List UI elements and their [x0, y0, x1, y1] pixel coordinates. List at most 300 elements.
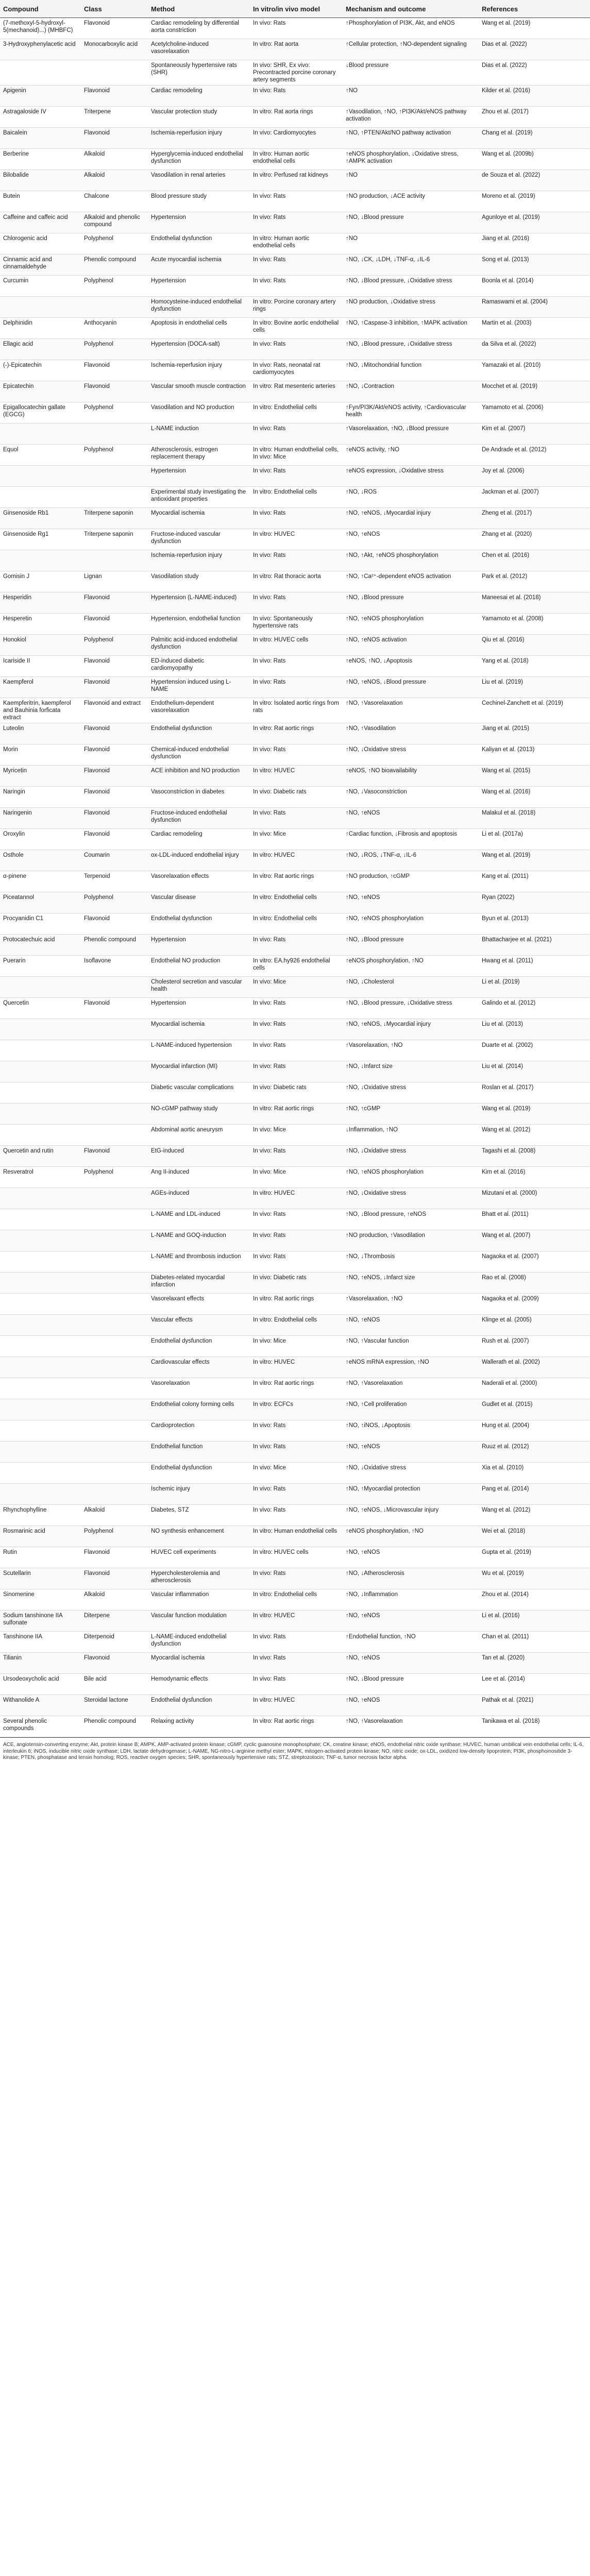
cell-compound — [0, 1294, 81, 1315]
cell-class: Alkaloid — [81, 1589, 148, 1611]
cell-model: In vitro: Isolated aortic rings from rats — [250, 698, 343, 723]
cell-method: Endothelial dysfunction — [148, 723, 250, 744]
cell-mechanism: ↑Fyn/PI3K/Akt/eNOS activity, ↑Cardiovascular health — [343, 402, 479, 423]
cell-class: Polyphenol — [81, 635, 148, 656]
table-row — [0, 808, 590, 829]
cell-mechanism: ↑NO, ↑eNOS, ↓Infarct size — [343, 1273, 479, 1294]
table-row — [0, 998, 590, 1019]
cell-method: Hypertension — [148, 276, 250, 297]
cell-method: Homocysteine-induced endothelial dysfunction — [148, 297, 250, 318]
cell-reference: Xia et al. (2010) — [479, 1463, 590, 1484]
cell-compound: Kaempferitrin, kaempferol and Bauhinia forficata extract — [0, 698, 81, 723]
cell-reference: Tagashi et al. (2008) — [479, 1146, 590, 1167]
cell-method: L-NAME-induced endothelial dysfunction — [148, 1632, 250, 1653]
cell-model: In vitro: Endothelial cells — [250, 487, 343, 508]
cell-model: In vitro: Rat aorta — [250, 39, 343, 60]
cell-compound — [0, 1442, 81, 1463]
cell-class — [81, 297, 148, 318]
table-row — [0, 18, 590, 39]
cell-mechanism: ↑NO, ↓Oxidative stress — [343, 1146, 479, 1167]
cell-method: ox-LDL-induced endothelial injury — [148, 850, 250, 871]
cell-reference: Naderali et al. (2000) — [479, 1378, 590, 1399]
cell-method: Palmitic acid-induced endothelial dysfunction — [148, 635, 250, 656]
cell-compound — [0, 487, 81, 508]
table-row — [0, 1378, 590, 1399]
cell-reference: Qiu et al. (2016) — [479, 635, 590, 656]
cell-model: In vivo: Mice — [250, 1167, 343, 1188]
cell-model: In vivo: Diabetic rats — [250, 787, 343, 808]
cell-class: Terpenoid — [81, 871, 148, 892]
cell-model: In vitro: HUVEC — [250, 1695, 343, 1716]
cell-class — [81, 1188, 148, 1209]
cell-mechanism: ↑NO, ↑eNOS — [343, 1547, 479, 1568]
cell-class: Flavonoid — [81, 744, 148, 766]
table-row — [0, 1061, 590, 1082]
cell-model: In vitro: Rat aortic rings — [250, 1716, 343, 1737]
table-row — [0, 723, 590, 744]
cell-compound — [0, 1019, 81, 1040]
header-references: References — [479, 0, 590, 18]
cell-mechanism: ↑NO, ↓Blood pressure — [343, 212, 479, 233]
table-row — [0, 1716, 590, 1737]
cell-reference: Jackman et al. (2007) — [479, 487, 590, 508]
table-row — [0, 1040, 590, 1061]
cell-class — [81, 1019, 148, 1040]
cell-reference: Rao et al. (2008) — [479, 1273, 590, 1294]
cell-compound: Hesperidin — [0, 592, 81, 614]
cell-method: Hypertension induced using L-NAME — [148, 677, 250, 698]
cell-method: Endothelial dysfunction — [148, 1463, 250, 1484]
table-row — [0, 402, 590, 423]
header-class: Class — [81, 0, 148, 18]
table-row — [0, 871, 590, 892]
cell-class — [81, 1442, 148, 1463]
table-body — [0, 18, 590, 1737]
cell-method: Cardiac remodeling — [148, 829, 250, 850]
cell-method: AGEs-induced — [148, 1188, 250, 1209]
cell-mechanism: ↑NO, ↓Blood pressure — [343, 592, 479, 614]
cell-class: Flavonoid and extract — [81, 698, 148, 723]
cell-reference: Ramaswami et al. (2004) — [479, 297, 590, 318]
cell-method: HUVEC cell experiments — [148, 1547, 250, 1568]
table-row — [0, 423, 590, 445]
cell-mechanism: ↑eNOS phosphorylation, ↓Oxidative stress, ↑AMPK activation — [343, 149, 479, 170]
cell-reference: Kang et al. (2011) — [479, 871, 590, 892]
cell-method: Diabetes, STZ — [148, 1505, 250, 1526]
table-row — [0, 255, 590, 276]
cell-mechanism: ↑NO, ↑eNOS phosphorylation — [343, 1167, 479, 1188]
cell-class: Phenolic compound — [81, 1716, 148, 1737]
cell-compound: Naringin — [0, 787, 81, 808]
cell-model: In vitro: HUVEC — [250, 766, 343, 787]
cell-compound — [0, 60, 81, 86]
cell-model: In vitro: Endothelial cells — [250, 913, 343, 935]
table-row — [0, 149, 590, 170]
cell-reference: Chen et al. (2016) — [479, 550, 590, 571]
cell-model: In vivo: Rats — [250, 255, 343, 276]
cell-model: In vitro: Rat mesenteric arteries — [250, 381, 343, 402]
table-row — [0, 956, 590, 977]
cell-model: In vitro: Rat aorta rings — [250, 107, 343, 128]
cell-class — [81, 487, 148, 508]
cell-compound: Osthole — [0, 850, 81, 871]
table-row — [0, 744, 590, 766]
cell-mechanism: ↑NO, ↓Cholesterol — [343, 977, 479, 998]
cell-compound: Epigallocatechin gallate (EGCG) — [0, 402, 81, 423]
cell-compound — [0, 1040, 81, 1061]
cell-mechanism: ↑NO — [343, 233, 479, 255]
table-row — [0, 850, 590, 871]
cell-mechanism: ↑NO, ↑Akt, ↑eNOS phosphorylation — [343, 550, 479, 571]
cell-mechanism: ↑NO, ↑eNOS — [343, 892, 479, 913]
cell-model: In vivo: Rats — [250, 1505, 343, 1526]
cell-mechanism: ↑Cardiac function, ↓Fibrosis and apoptosis — [343, 829, 479, 850]
cell-compound: Puerarin — [0, 956, 81, 977]
cell-compound: Icariside II — [0, 656, 81, 677]
cell-mechanism: ↑NO, ↑eNOS, ↓Blood pressure — [343, 677, 479, 698]
cell-class: Alkaloid — [81, 1505, 148, 1526]
cell-model: In vitro: HUVEC — [250, 850, 343, 871]
header-compound: Compound — [0, 0, 81, 18]
cell-method: Ischemia-reperfusion injury — [148, 550, 250, 571]
cell-model: In vitro: Human endothelial cells — [250, 1526, 343, 1547]
table-row — [0, 892, 590, 913]
cell-class: Phenolic compound — [81, 935, 148, 956]
cell-model: In vitro: Rat aortic rings — [250, 871, 343, 892]
cell-model: In vitro: HUVEC — [250, 1357, 343, 1378]
cell-class — [81, 1294, 148, 1315]
cell-reference: Chang et al. (2019) — [479, 128, 590, 149]
cell-model: In vivo: Rats — [250, 656, 343, 677]
cell-mechanism: ↑Vasorelaxation, ↑NO — [343, 1040, 479, 1061]
cell-reference: Yang et al. (2018) — [479, 656, 590, 677]
cell-reference: Wu et al. (2019) — [479, 1568, 590, 1589]
cell-mechanism: ↑NO, ↑eNOS phosphorylation — [343, 614, 479, 635]
cell-model: In vivo: Rats — [250, 466, 343, 487]
cell-reference: Song et al. (2013) — [479, 255, 590, 276]
cell-model: In vivo: Rats — [250, 550, 343, 571]
cell-model: In vivo: Rats — [250, 1484, 343, 1505]
cell-model: In vivo: Mice — [250, 1125, 343, 1146]
cell-method: Vasodilation and NO production — [148, 402, 250, 423]
cell-class: Polyphenol — [81, 1526, 148, 1547]
cell-compound — [0, 1315, 81, 1336]
cell-class — [81, 1315, 148, 1336]
cell-method: Endothelial dysfunction — [148, 913, 250, 935]
table-row — [0, 1442, 590, 1463]
cell-model: In vivo: Rats — [250, 744, 343, 766]
cell-class: Flavonoid — [81, 766, 148, 787]
cell-model: In vivo: Rats — [250, 191, 343, 212]
cell-model: In vitro: Rat aortic rings — [250, 1378, 343, 1399]
table-row — [0, 913, 590, 935]
table-row — [0, 1695, 590, 1716]
cell-mechanism: ↑eNOS phosphorylation, ↑NO — [343, 1526, 479, 1547]
cell-model: In vitro: Human endothelial cells, In vivo: Mice — [250, 445, 343, 466]
cell-method: L-NAME-induced hypertension — [148, 1040, 250, 1061]
table-row — [0, 1146, 590, 1167]
cell-model: In vitro: Human aortic endothelial cells — [250, 233, 343, 255]
table-row — [0, 1632, 590, 1653]
table-row — [0, 1526, 590, 1547]
cell-mechanism: ↑NO production, ↓Oxidative stress — [343, 297, 479, 318]
cell-mechanism: ↑Cellular protection, ↑NO-dependent signaling — [343, 39, 479, 60]
cell-compound — [0, 977, 81, 998]
cell-compound: (7-methoxyl-5-hydroxyl- 5(mechanoid)...) (MHBFC) — [0, 18, 81, 39]
cell-mechanism: ↑NO, ↓Mitochondrial function — [343, 360, 479, 381]
table-row — [0, 529, 590, 550]
cell-method: L-NAME and GOQ-induction — [148, 1230, 250, 1251]
table-row — [0, 1463, 590, 1484]
cell-class: Flavonoid — [81, 1146, 148, 1167]
table-row — [0, 381, 590, 402]
cell-class — [81, 423, 148, 445]
cell-method: Experimental study investigating the antioxidant properties — [148, 487, 250, 508]
cell-method: Endothelial dysfunction — [148, 1695, 250, 1716]
cell-compound: Tilianin — [0, 1653, 81, 1674]
cell-reference: Bhatt et al. (2011) — [479, 1209, 590, 1230]
cell-reference: Wang et al. (2016) — [479, 787, 590, 808]
cell-compound: Quercetin and rutin — [0, 1146, 81, 1167]
cell-class — [81, 1061, 148, 1082]
table-row — [0, 1505, 590, 1526]
cell-method: Hypertension — [148, 466, 250, 487]
cell-model: In vivo: Rats — [250, 935, 343, 956]
cell-compound — [0, 1378, 81, 1399]
cell-reference: Klinge et al. (2005) — [479, 1315, 590, 1336]
cell-reference: Malakul et al. (2018) — [479, 808, 590, 829]
cell-reference: Wang et al. (2015) — [479, 766, 590, 787]
cell-class: Flavonoid — [81, 656, 148, 677]
cell-reference: Kim et al. (2016) — [479, 1167, 590, 1188]
cell-method: Vascular effects — [148, 1315, 250, 1336]
cell-reference: Wang et al. (2019) — [479, 850, 590, 871]
cell-model: In vivo: Mice — [250, 1463, 343, 1484]
cell-mechanism: ↑eNOS mRNA expression, ↑NO — [343, 1357, 479, 1378]
cell-reference: De Andrade et al. (2012) — [479, 445, 590, 466]
cell-method: Hemodynamic effects — [148, 1674, 250, 1695]
cell-reference: Gudlet et al. (2015) — [479, 1399, 590, 1420]
cell-compound: Ursodeoxycholic acid — [0, 1674, 81, 1695]
cell-class: Anthocyanin — [81, 318, 148, 339]
cell-mechanism: ↑NO — [343, 86, 479, 107]
cell-class: Flavonoid — [81, 86, 148, 107]
cell-class — [81, 1378, 148, 1399]
cell-compound: Sodium tanshinone IIA sulfonate — [0, 1611, 81, 1632]
cell-compound: Procyanidin C1 — [0, 913, 81, 935]
cell-mechanism: ↑NO, ↑eNOS, ↓Myocardial injury — [343, 508, 479, 529]
table-row — [0, 1674, 590, 1695]
cell-model: In vitro: Endothelial cells — [250, 892, 343, 913]
cell-model: In vivo: Rats — [250, 86, 343, 107]
cell-compound — [0, 1061, 81, 1082]
cell-mechanism: ↑NO, ↑eNOS activation — [343, 635, 479, 656]
cell-class — [81, 1484, 148, 1505]
cell-model: In vivo: Rats — [250, 1146, 343, 1167]
cell-model: In vivo: Rats — [250, 1674, 343, 1695]
cell-class — [81, 977, 148, 998]
cell-class — [81, 1336, 148, 1357]
cell-method: Blood pressure study — [148, 191, 250, 212]
cell-mechanism: ↓Inflammation, ↑NO — [343, 1125, 479, 1146]
cell-class: Polyphenol — [81, 233, 148, 255]
table-row — [0, 1104, 590, 1125]
cell-compound: Rutin — [0, 1547, 81, 1568]
cell-method: Endothelial dysfunction — [148, 1336, 250, 1357]
cell-method: Endothelial function — [148, 1442, 250, 1463]
cell-compound: Piceatannol — [0, 892, 81, 913]
cell-model: In vivo: Rats — [250, 1632, 343, 1653]
cell-class: Alkaloid — [81, 149, 148, 170]
cell-model: In vivo: Rats — [250, 423, 343, 445]
cell-compound: Apigenin — [0, 86, 81, 107]
table-row — [0, 1019, 590, 1040]
cell-compound: Naringenin — [0, 808, 81, 829]
cell-reference: Byun et al. (2013) — [479, 913, 590, 935]
cell-compound: Berberine — [0, 149, 81, 170]
cell-compound — [0, 1273, 81, 1294]
table-row — [0, 445, 590, 466]
table-row — [0, 935, 590, 956]
cell-method: Chemical-induced endothelial dysfunction — [148, 744, 250, 766]
cell-compound — [0, 297, 81, 318]
table-row — [0, 550, 590, 571]
cell-method: Vasodilation study — [148, 571, 250, 592]
cell-class: Triterpene saponin — [81, 508, 148, 529]
cell-mechanism: ↑NO, ↓Atherosclerosis — [343, 1568, 479, 1589]
cell-reference: Cechinel-Zanchett et al. (2019) — [479, 698, 590, 723]
cell-class: Polyphenol — [81, 339, 148, 360]
cell-class — [81, 1420, 148, 1442]
cell-method: Endothelium-dependent vasorelaxation — [148, 698, 250, 723]
cell-model: In vitro: Rat aortic rings — [250, 1294, 343, 1315]
cell-class — [81, 1040, 148, 1061]
cell-class — [81, 1399, 148, 1420]
cell-compound: Equol — [0, 445, 81, 466]
cell-mechanism: ↑NO, ↓ROS, ↓TNF-α, ↓IL-6 — [343, 850, 479, 871]
cell-mechanism: ↑NO, ↓CK, ↓LDH, ↓TNF-α, ↓IL-6 — [343, 255, 479, 276]
table-row — [0, 592, 590, 614]
table-header — [0, 0, 590, 18]
cell-method: Hypertension — [148, 935, 250, 956]
cell-model: In vivo: Rats — [250, 1019, 343, 1040]
cell-method: Hypercholesterolemia and atherosclerosis — [148, 1568, 250, 1589]
cell-method: Fructose-induced vascular dysfunction — [148, 529, 250, 550]
cell-class: Polyphenol — [81, 445, 148, 466]
cell-model: In vitro: Perfused rat kidneys — [250, 170, 343, 191]
cell-mechanism: ↑NO — [343, 170, 479, 191]
cell-class: Alkaloid and phenolic compound — [81, 212, 148, 233]
cell-class: Bile acid — [81, 1674, 148, 1695]
cell-class: Flavonoid — [81, 829, 148, 850]
cell-method: Cardiac remodeling by differential aorta constriction — [148, 18, 250, 39]
cell-method: Vasorelaxation effects — [148, 871, 250, 892]
cell-reference: Gupta et al. (2019) — [479, 1547, 590, 1568]
cell-model: In vivo: Rats — [250, 1209, 343, 1230]
cell-model: In vitro: ECFCs — [250, 1399, 343, 1420]
cell-mechanism: ↑NO, ↓Oxidative stress — [343, 1463, 479, 1484]
cell-model: In vitro: Endothelial cells — [250, 402, 343, 423]
cell-class — [81, 1357, 148, 1378]
table-row — [0, 1188, 590, 1209]
cell-mechanism: ↑NO production, ↑cGMP — [343, 871, 479, 892]
cell-compound — [0, 550, 81, 571]
header-method: Method — [148, 0, 250, 18]
cell-mechanism: ↑NO, ↓Vasoconstriction — [343, 787, 479, 808]
cell-model: In vivo: Rats — [250, 18, 343, 39]
cell-mechanism: ↑NO, ↑eNOS, ↓Microvascular injury — [343, 1505, 479, 1526]
cell-model: In vivo: Rats — [250, 592, 343, 614]
cell-method: Myocardial infarction (MI) — [148, 1061, 250, 1082]
cell-model: In vitro: HUVEC cells — [250, 635, 343, 656]
cell-reference: Joy et al. (2006) — [479, 466, 590, 487]
cell-mechanism: ↑NO, ↓ROS — [343, 487, 479, 508]
cell-compound: Oroxylin — [0, 829, 81, 850]
cell-class: Monocarboxylic acid — [81, 39, 148, 60]
cell-reference: Kim et al. (2007) — [479, 423, 590, 445]
cell-method: Diabetic vascular complications — [148, 1082, 250, 1104]
cell-compound — [0, 1082, 81, 1104]
cell-class: Flavonoid — [81, 1568, 148, 1589]
cell-compound: Cinnamic acid and cinnamaldehyde — [0, 255, 81, 276]
cell-class — [81, 1082, 148, 1104]
cell-reference: Zhang et al. (2020) — [479, 529, 590, 550]
cell-model: In vitro: Porcine coronary artery rings — [250, 297, 343, 318]
table-row — [0, 128, 590, 149]
cell-mechanism: ↑Phosphorylation of PI3K, Akt, and eNOS — [343, 18, 479, 39]
cell-model: In vivo: Rats — [250, 276, 343, 297]
table-row — [0, 1082, 590, 1104]
cell-compound: Sinomenine — [0, 1589, 81, 1611]
cell-mechanism: ↑NO, ↓Blood pressure — [343, 935, 479, 956]
cell-mechanism: ↑NO, ↑Caspase-3 inhibition, ↑MAPK activation — [343, 318, 479, 339]
table-row — [0, 1589, 590, 1611]
cell-mechanism: ↑NO, ↑Vasodilation — [343, 723, 479, 744]
header-mechanism: Mechanism and outcome — [343, 0, 479, 18]
table-row — [0, 1273, 590, 1294]
cell-class: Polyphenol — [81, 276, 148, 297]
cell-mechanism: ↑NO, ↓Blood pressure, ↓Oxidative stress — [343, 276, 479, 297]
cell-class: Diterpenoid — [81, 1632, 148, 1653]
table-row — [0, 571, 590, 592]
cell-reference: Zhou et al. (2017) — [479, 107, 590, 128]
cell-method: Vasodilation in renal arteries — [148, 170, 250, 191]
cell-reference: Zhou et al. (2014) — [479, 1589, 590, 1611]
cell-reference: Ryan (2022) — [479, 892, 590, 913]
cell-method: Endothelial NO production — [148, 956, 250, 977]
cell-compound: Rhynchophylline — [0, 1505, 81, 1526]
table-row — [0, 508, 590, 529]
cell-model: In vivo: Rats — [250, 1251, 343, 1273]
cell-reference: Moreno et al. (2019) — [479, 191, 590, 212]
cell-method: Relaxing activity — [148, 1716, 250, 1737]
cell-model: In vivo: Cardiomyocytes — [250, 128, 343, 149]
cell-compound: Baicalein — [0, 128, 81, 149]
table-row — [0, 1251, 590, 1273]
cell-compound: Ellagic acid — [0, 339, 81, 360]
table-row — [0, 766, 590, 787]
cell-model: In vitro: Endothelial cells — [250, 1589, 343, 1611]
cell-compound — [0, 1420, 81, 1442]
header-model: In vitro/in vivo model — [250, 0, 343, 18]
cell-method: Endothelial colony forming cells — [148, 1399, 250, 1420]
cell-method: Vascular smooth muscle contraction — [148, 381, 250, 402]
cell-method: Acetylcholine-induced vasorelaxation — [148, 39, 250, 60]
cell-reference: Mocchet et al. (2019) — [479, 381, 590, 402]
cell-reference: Wallerath et al. (2002) — [479, 1357, 590, 1378]
cell-mechanism: ↑NO, ↑Cell proliferation — [343, 1399, 479, 1420]
cell-mechanism: ↑eNOS activity, ↑NO — [343, 445, 479, 466]
